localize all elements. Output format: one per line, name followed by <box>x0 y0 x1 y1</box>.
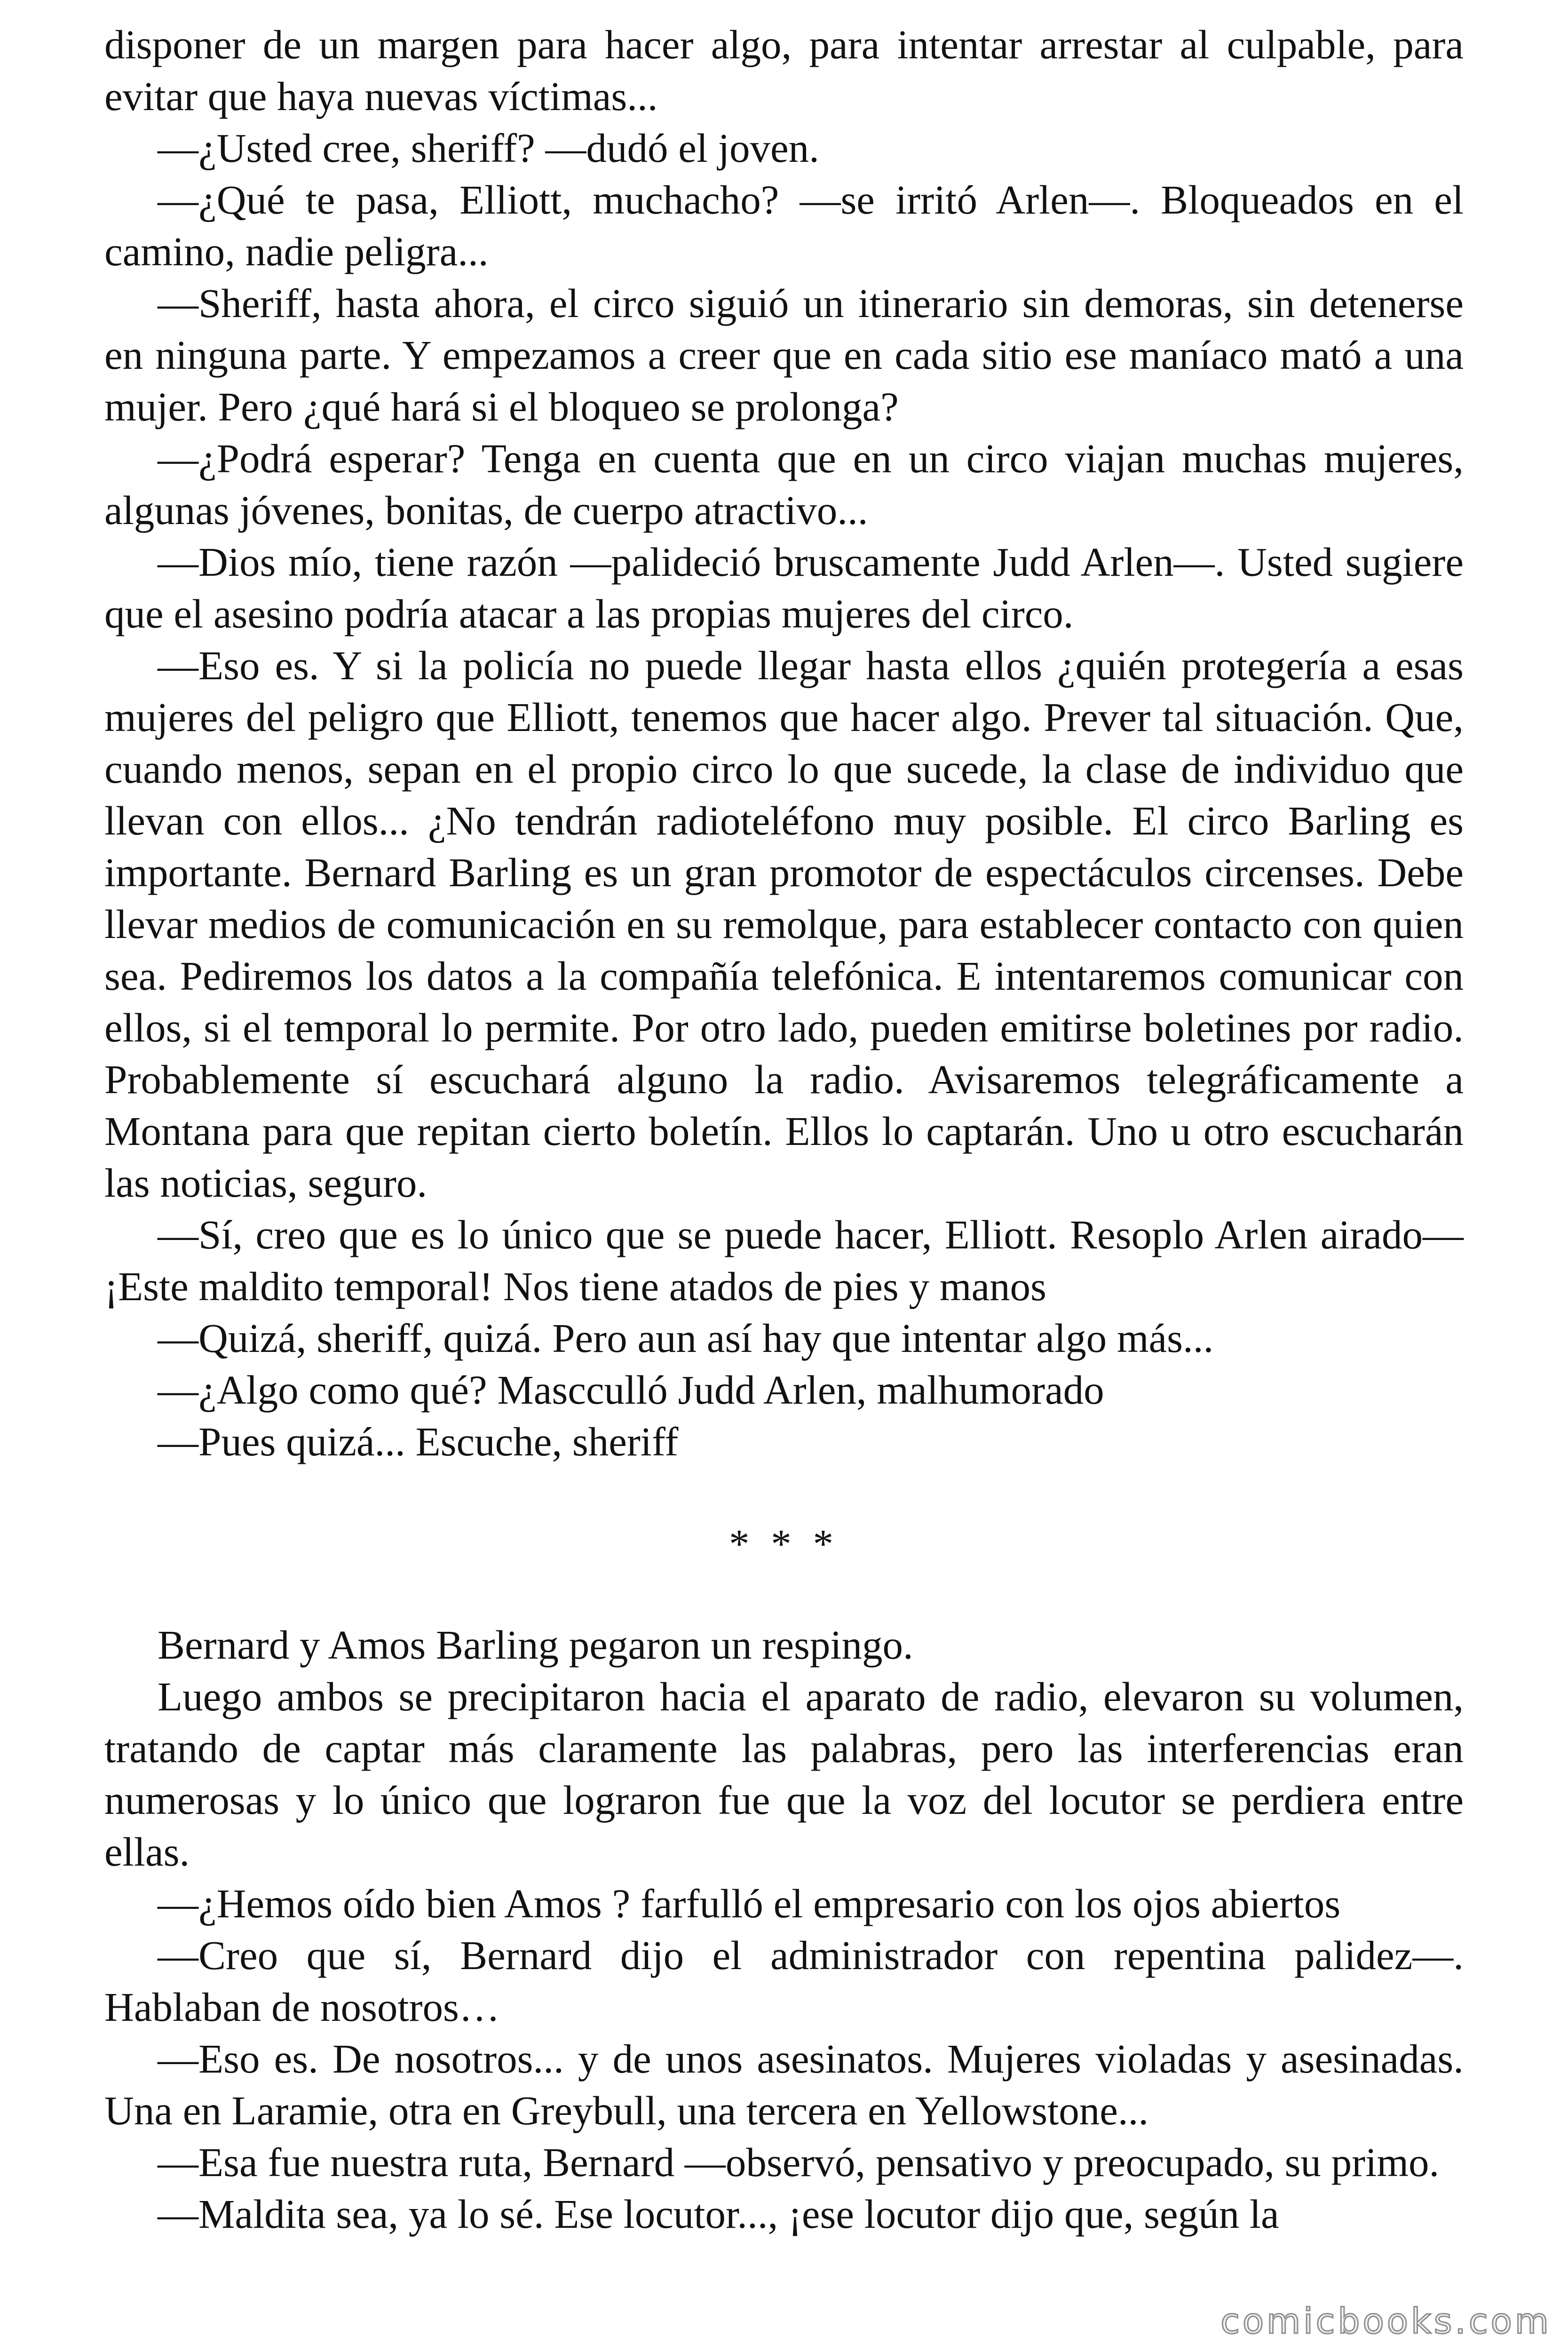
dialogue-paragraph: —Pues quizá... Escuche, sheriff <box>158 1419 679 1464</box>
dialogue-paragraph: —Sí, creo que es lo único que se puede hacer, Elliott. Resoplo Arlen airado— ¡Este maldito temporal! Nos tiene atados de pies y manos <box>104 1212 1464 1309</box>
dialogue-paragraph: —Maldita sea, ya lo sé. Ese locutor..., ¡ese locutor dijo que, según la <box>158 2191 1279 2237</box>
dialogue-paragraph: —Sheriff, hasta ahora, el circo siguió un itinerario sin demoras, sin detenerse en ninguna parte. Y empezamos a creer que en cada sitio ese maníaco mató a una mujer. Pero ¿qué hará si el bloqueo se prolonga? <box>104 280 1464 429</box>
watermark-logo: comicbooks.com <box>1220 2301 1552 2342</box>
dialogue-paragraph: —Dios mío, tiene razón —palideció bruscamente Judd Arlen—. Usted sugiere que el asesino podría atacar a las propias mujeres del circo. <box>104 539 1464 636</box>
dialogue-paragraph: —¿Algo como qué? Mascculló Judd Arlen, malhumorado <box>158 1367 1104 1413</box>
narrative-paragraph: Bernard y Amos Barling pegaron un respingo. <box>158 1622 913 1668</box>
dialogue-paragraph: —¿Podrá esperar? Tenga en cuenta que en un circo viajan muchas mujeres, algunas jóvenes, bonitas, de cuerpo atractivo... <box>104 436 1464 533</box>
dialogue-paragraph: —¿Qué te pasa, Elliott, muchacho? —se irritó Arlen—. Bloqueados en el camino, nadie peligra... <box>104 177 1464 274</box>
dialogue-paragraph: —Esa fue nuestra ruta, Bernard —observó, pensativo y preocupado, su primo. <box>158 2139 1440 2185</box>
dialogue-paragraph: —Eso es. Y si la policía no puede llegar hasta ellos ¿quién protegería a esas mujeres del peligro que Elliott, tenemos que hacer algo. Prever tal situación. Que, cuando menos, sepan en el propio circo lo que sucede, la clase de individuo que llevan con ellos... ¿No tendrán radioteléfono muy posible. El circo Barling es importante. Bernard Barling es un gran promotor de espectáculos circenses. Debe llevar medios de comunicación en su remolque, para establecer contacto con quien sea. Pediremos los datos a la compañía telefónica. E intentaremos comunicar con ellos, si el temporal lo permite. Por otro lado, pueden emitirse boletines por radio. Probablemente sí escuchará alguno la radio. Avisaremos telegráficamente a Montana para que repitan cierto boletín. Ellos lo captarán. Uno u otro escucharán las noticias, seguro. <box>104 643 1464 1206</box>
scene-separator: * * * <box>729 1521 839 1566</box>
dialogue-paragraph: —¿Usted cree, sheriff? —dudó el joven. <box>158 125 819 171</box>
dialogue-paragraph: —¿Hemos oído bien Amos ? farfulló el empresario con los ojos abiertos <box>158 1881 1341 1926</box>
dialogue-paragraph: —Quizá, sheriff, quizá. Pero aun así hay que intentar algo más... <box>158 1315 1214 1361</box>
narrative-paragraph: Luego ambos se precipitaron hacia el aparato de radio, elevaron su volumen, tratando de captar más claramente las palabras, pero las interferencias eran numerosas y lo único que lograron fue que la voz del locutor se perdiera entre ellas. <box>104 1674 1464 1875</box>
book-page <box>104 19 1464 2240</box>
paragraph-continuation: disponer de un margen para hacer algo, para intentar arrestar al culpable, para evitar que haya nuevas víctimas... <box>104 22 1464 119</box>
dialogue-paragraph: —Eso es. De nosotros... y de unos asesinatos. Mujeres violadas y asesinadas. Una en Laramie, otra en Greybull, una tercera en Yellowstone... <box>104 2036 1464 2133</box>
dialogue-paragraph: —Creo que sí, Bernard dijo el administrador con repentina palidez—. Hablaban de nosotros… <box>104 1932 1464 2030</box>
